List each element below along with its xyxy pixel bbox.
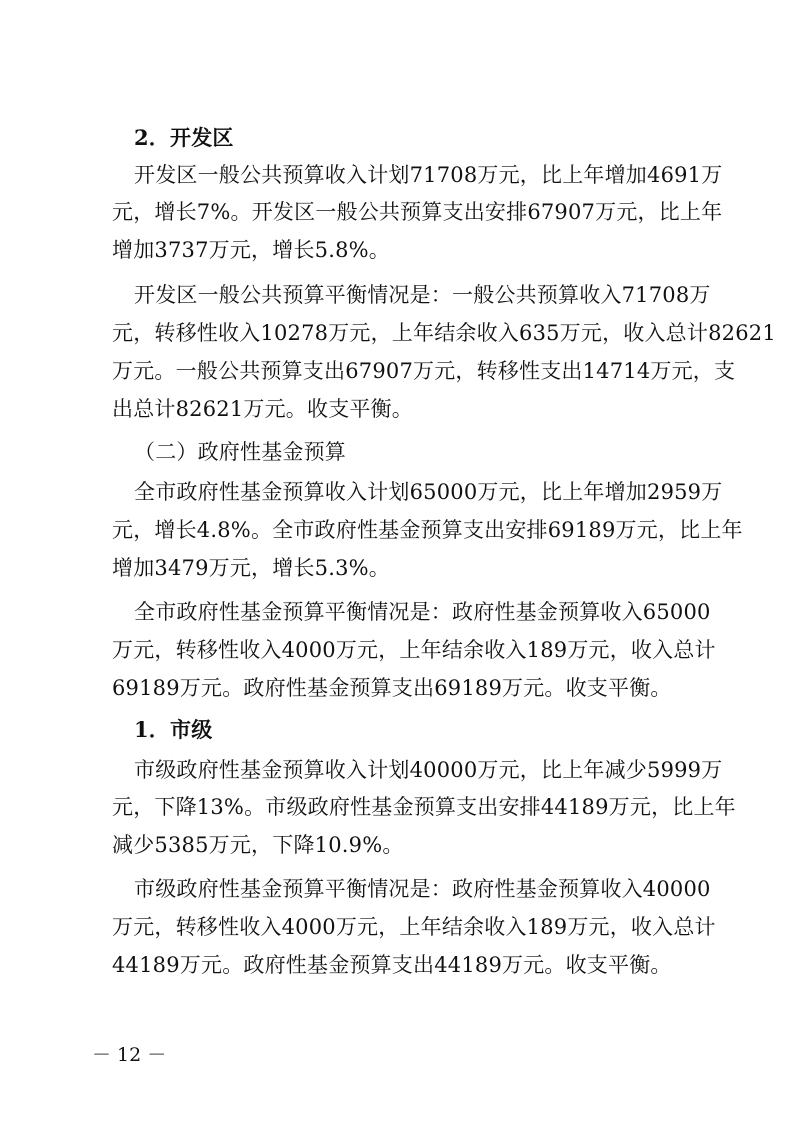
paragraph-line: 市级政府性基金预算平衡情况是：政府性基金预算收入40000 (134, 877, 711, 901)
paragraph-line: 出总计82621万元。收支平衡。 (112, 397, 414, 421)
section-heading-development-zone: 2．开发区 (134, 125, 234, 150)
section-heading-government-fund-budget: （二）政府性基金预算 (134, 440, 346, 464)
paragraph-line: 元，下降13%。市级政府性基金预算支出安排44189万元，比上年 (112, 795, 736, 819)
paragraph-line: 万元。一般公共预算支出67907万元，转移性支出14714万元，支 (112, 359, 736, 383)
paragraph-line: 全市政府性基金预算收入计划65000万元，比上年增加2959万 (134, 480, 723, 504)
paragraph-line: 元，转移性收入10278万元，上年结余收入635万元，收入总计82621 (112, 321, 776, 345)
paragraph-line: 万元，转移性收入4000万元，上年结余收入189万元，收入总计 (112, 638, 716, 662)
paragraph-line: 全市政府性基金预算平衡情况是：政府性基金预算收入65000 (134, 600, 711, 624)
paragraph-line: 69189万元。政府性基金预算支出69189万元。收支平衡。 (112, 676, 672, 700)
page-number: － 12 － (92, 1044, 167, 1066)
paragraph-line: 减少5385万元，下降10.9%。 (112, 833, 404, 857)
paragraph-line: 44189万元。政府性基金预算支出44189万元。收支平衡。 (112, 953, 672, 977)
section-heading-city-level: 1．市级 (134, 717, 213, 742)
paragraph-line: 元，增长4.8%。全市政府性基金预算支出安排69189万元，比上年 (112, 518, 743, 542)
paragraph-line: 元，增长7%。开发区一般公共预算支出安排67907万元，比上年 (112, 200, 723, 224)
paragraph-line: 增加3737万元，增长5.8%。 (112, 238, 390, 262)
paragraph-line: 市级政府性基金预算收入计划40000万元，比上年减少5999万 (134, 758, 723, 782)
paragraph-line: 万元，转移性收入4000万元，上年结余收入189万元，收入总计 (112, 915, 716, 939)
paragraph-line: 开发区一般公共预算收入计划71708万元，比上年增加4691万 (134, 163, 723, 187)
paragraph-line: 增加3479万元，增长5.3%。 (112, 556, 390, 580)
paragraph-line: 开发区一般公共预算平衡情况是：一般公共预算收入71708万 (134, 283, 711, 307)
